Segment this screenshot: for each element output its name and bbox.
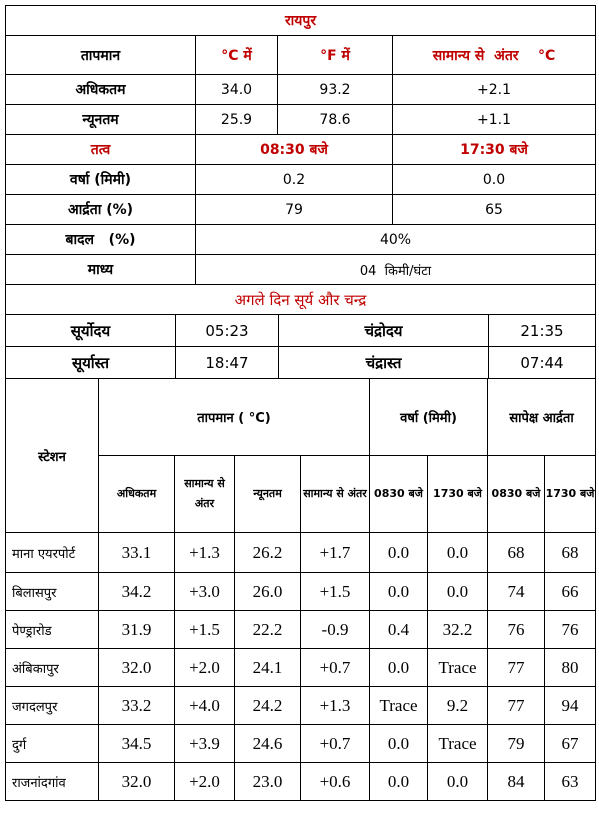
station-rh-0830: 84	[488, 763, 545, 801]
moonset-value: 07:44	[489, 347, 596, 379]
station-rh-1730: 67	[545, 725, 596, 763]
moonrise-label: चंद्रोदय	[279, 315, 489, 347]
min-c: 25.9	[196, 105, 278, 135]
station-diff-min: +0.7	[301, 649, 370, 687]
station-name: राजनांदगांव	[6, 763, 99, 801]
rain-0830: 0.2	[196, 165, 393, 195]
table-row	[6, 611, 596, 649]
col-rh-0830: 0830 बजे	[488, 456, 545, 533]
station-rh-1730: 68	[545, 533, 596, 573]
station-diff-max: +1.3	[175, 533, 235, 573]
station-rh-1730: 63	[545, 763, 596, 801]
raipur-summary-table	[5, 5, 596, 315]
moonset-label: चंद्रास्त	[279, 347, 489, 379]
temp-header-f: °F में	[278, 36, 393, 75]
station-max: 32.0	[99, 649, 175, 687]
table-row	[6, 573, 596, 611]
station-header: स्टेशन	[6, 379, 99, 533]
station-diff-max: +4.0	[175, 687, 235, 725]
station-rain-0830: 0.4	[370, 611, 428, 649]
station-min: 22.2	[235, 611, 301, 649]
station-min: 26.0	[235, 573, 301, 611]
station-rh-0830: 76	[488, 611, 545, 649]
col-min: न्यूनतम	[235, 456, 301, 533]
station-max: 32.0	[99, 763, 175, 801]
min-f: 78.6	[278, 105, 393, 135]
col-rain-1730: 1730 बजे	[428, 456, 488, 533]
col-diff-max: सामान्य से अंतर	[175, 456, 235, 533]
station-rain-0830: 0.0	[370, 573, 428, 611]
station-rain-0830: 0.0	[370, 533, 428, 573]
stations-table	[5, 378, 596, 801]
col-diff-min: सामान्य से अंतर	[301, 456, 370, 533]
station-diff-min: -0.9	[301, 611, 370, 649]
station-max: 34.5	[99, 725, 175, 763]
station-diff-min: +0.6	[301, 763, 370, 801]
rain-1730: 0.0	[393, 165, 596, 195]
station-diff-min: +1.7	[301, 533, 370, 573]
max-diff: +2.1	[393, 75, 596, 105]
station-diff-min: +1.3	[301, 687, 370, 725]
humidity-label: आर्द्रता (%)	[6, 195, 196, 225]
sun-moon-table	[5, 314, 596, 379]
station-min: 24.2	[235, 687, 301, 725]
temp-header-c: °C में	[196, 36, 278, 75]
station-min: 26.2	[235, 533, 301, 573]
station-rain-0830: 0.0	[370, 649, 428, 687]
table-row	[6, 687, 596, 725]
wind-label: माध्य	[6, 255, 196, 285]
station-rain-1730: 0.0	[428, 533, 488, 573]
station-rh-0830: 68	[488, 533, 545, 573]
station-rh-0830: 77	[488, 649, 545, 687]
station-diff-max: +3.9	[175, 725, 235, 763]
temp-header-diff: सामान्य से अंतर °C	[393, 36, 596, 75]
cloud-value: 40%	[196, 225, 596, 255]
temp-header-label: तापमान	[6, 36, 196, 75]
station-rh-1730: 66	[545, 573, 596, 611]
station-diff-min: +1.5	[301, 573, 370, 611]
table-row	[6, 763, 596, 801]
element-label: तत्व	[6, 135, 196, 165]
station-diff-max: +3.0	[175, 573, 235, 611]
station-diff-min: +0.7	[301, 725, 370, 763]
min-diff: +1.1	[393, 105, 596, 135]
col-rain-0830: 0830 बजे	[370, 456, 428, 533]
temp-group-header: तापमान ( °C)	[99, 379, 370, 456]
table-row	[6, 725, 596, 763]
cloud-label: बादल (%)	[6, 225, 196, 255]
max-c: 34.0	[196, 75, 278, 105]
station-name: दुर्ग	[6, 725, 99, 763]
humidity-1730: 65	[393, 195, 596, 225]
station-rh-0830: 74	[488, 573, 545, 611]
station-max: 33.2	[99, 687, 175, 725]
station-name: माना एयरपोर्ट	[6, 533, 99, 573]
wind-value: 04 किमी/घंटा	[196, 255, 596, 285]
station-max: 31.9	[99, 611, 175, 649]
station-diff-max: +2.0	[175, 649, 235, 687]
station-name: पेण्ड्रारोड	[6, 611, 99, 649]
humidity-0830: 79	[196, 195, 393, 225]
max-f: 93.2	[278, 75, 393, 105]
station-rain-1730: 32.2	[428, 611, 488, 649]
station-name: बिलासपुर	[6, 573, 99, 611]
station-rain-0830: 0.0	[370, 763, 428, 801]
sunrise-label: सूर्योदय	[6, 315, 176, 347]
station-min: 24.1	[235, 649, 301, 687]
station-diff-max: +2.0	[175, 763, 235, 801]
station-name: जगदलपुर	[6, 687, 99, 725]
station-min: 24.6	[235, 725, 301, 763]
time-0830: 08:30 बजे	[196, 135, 393, 165]
table-row	[6, 649, 596, 687]
station-rain-1730: 0.0	[428, 573, 488, 611]
rain-label: वर्षा (मिमी)	[6, 165, 196, 195]
station-rh-1730: 76	[545, 611, 596, 649]
station-rain-0830: 0.0	[370, 725, 428, 763]
moonrise-value: 21:35	[489, 315, 596, 347]
min-label: न्यूनतम	[6, 105, 196, 135]
station-diff-max: +1.5	[175, 611, 235, 649]
city-title: रायपुर	[6, 6, 596, 36]
weather-report	[5, 5, 595, 801]
station-rain-0830: Trace	[370, 687, 428, 725]
station-max: 34.2	[99, 573, 175, 611]
station-rh-0830: 79	[488, 725, 545, 763]
sunset-value: 18:47	[176, 347, 279, 379]
max-label: अधिकतम	[6, 75, 196, 105]
station-rh-1730: 94	[545, 687, 596, 725]
station-max: 33.1	[99, 533, 175, 573]
station-rain-1730: Trace	[428, 649, 488, 687]
station-rh-1730: 80	[545, 649, 596, 687]
station-rain-1730: 9.2	[428, 687, 488, 725]
rh-group-header: सापेक्ष आर्द्रता	[488, 379, 596, 456]
station-rain-1730: 0.0	[428, 763, 488, 801]
sun-moon-title: अगले दिन सूर्य और चन्द्र	[6, 285, 596, 315]
station-rh-0830: 77	[488, 687, 545, 725]
station-min: 23.0	[235, 763, 301, 801]
sunrise-value: 05:23	[176, 315, 279, 347]
col-rh-1730: 1730 बजे	[545, 456, 596, 533]
rain-group-header: वर्षा (मिमी)	[370, 379, 488, 456]
sunset-label: सूर्यास्त	[6, 347, 176, 379]
station-name: अंबिकापुर	[6, 649, 99, 687]
time-1730: 17:30 बजे	[393, 135, 596, 165]
col-max: अधिकतम	[99, 456, 175, 533]
station-rain-1730: Trace	[428, 725, 488, 763]
table-row	[6, 533, 596, 573]
